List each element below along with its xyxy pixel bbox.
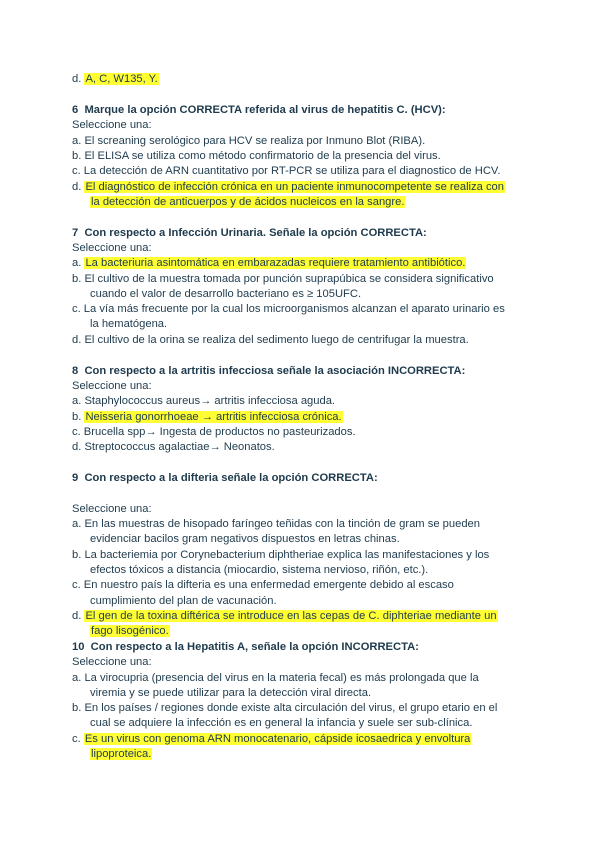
question-6-option-d-cont <box>90 195 405 209</box>
highlighted-answer: fago lisogénico. <box>91 625 169 637</box>
question-7-option-b-cont: cuando el valor de desarrollo bacteriano es ≥ 105UFC. <box>90 288 362 300</box>
option-letter: a. <box>72 257 82 269</box>
question-9-option-a: a. En las muestras de hisopado faríngeo teñidas con la tinción de gram se pueden <box>72 518 480 530</box>
question-10-prompt: Seleccione una: <box>72 656 152 668</box>
highlighted-answer: la detección de anticuerpos y de ácidos nucleicos en la sangre. <box>91 196 405 208</box>
option-letter: c. <box>72 733 81 745</box>
option-letter: b. <box>72 411 82 423</box>
question-9-option-b-cont: efectos tóxicos a distancia (miocardio, sistema nervioso, riñón, etc.). <box>90 564 429 576</box>
highlighted-answer: El gen de la toxina diftérica se introduce en las cepas de C. diphteriae mediante un <box>85 610 497 622</box>
question-8-prompt: Seleccione una: <box>72 380 152 392</box>
option-letter: d. <box>72 610 82 622</box>
question-10-title: 10 Con respecto a la Hepatitis A, señale la opción INCORRECTA: <box>72 641 419 653</box>
highlighted-answer: La bacteriuria asintomática en embarazadas requiere tratamiento antibiótico. <box>85 257 466 269</box>
question-8-option-b <box>72 410 343 424</box>
question-7-option-c: c. La vía más frecuente por la cual los microorganismos alcanzan el aparato urinario es <box>72 303 505 315</box>
prev-answer-d <box>72 72 159 86</box>
question-7-prompt: Seleccione una: <box>72 242 152 254</box>
question-8-option-d: d. Streptococcus agalactiae→ Neonatos. <box>72 441 275 453</box>
question-7-option-d: d. El cultivo de la orina se realiza del sedimento luego de centrifugar la muestra. <box>72 334 469 346</box>
question-10-option-a-cont: viremia y se puede utilizar para la detección viral directa. <box>90 687 372 699</box>
question-9-option-a-cont: evidenciar bacilos gram negativos dispuestos en letras chinas. <box>90 533 400 545</box>
question-9-option-c: c. En nuestro país la difteria es una enfermedad emergente debido al escaso <box>72 579 454 591</box>
question-7-option-a <box>72 256 466 270</box>
question-10-option-c-cont <box>90 747 152 761</box>
question-9-option-d <box>72 609 498 623</box>
question-6-option-b: b. El ELISA se utiliza como método confirmatorio de la presencia del virus. <box>72 150 441 162</box>
option-letter: d. <box>72 73 82 85</box>
question-6-option-d <box>72 180 505 194</box>
highlighted-answer: lipoproteica. <box>91 748 152 760</box>
highlighted-answer: A, C, W135, Y. <box>85 73 158 85</box>
question-9-option-c-cont: cumplimiento del plan de vacunación. <box>90 595 277 607</box>
question-9-prompt: Seleccione una: <box>72 503 152 515</box>
question-6-prompt: Seleccione una: <box>72 119 152 131</box>
question-6-option-c: c. La detección de ARN cuantitativo por RT-PCR se utiliza para el diagnostico de HCV. <box>72 165 501 177</box>
question-7-option-b: b. El cultivo de la muestra tomada por punción suprapúbica se considera significativo <box>72 273 494 285</box>
question-6-title: 6 Marque la opción CORRECTA referida al virus de hepatitis C. (HCV): <box>72 104 446 116</box>
question-10-option-c <box>72 732 471 746</box>
question-10-option-a: a. La virocupria (presencia del virus en la materia fecal) es más prolongada que la <box>72 672 479 684</box>
question-6-option-a: a. El screaning serológico para HCV se realiza por Inmuno Blot (RIBA). <box>72 135 426 147</box>
question-8-option-a: a. Staphylococcus aureus→ artritis infecciosa aguda. <box>72 395 336 407</box>
question-8-option-c: c. Brucella spp→ Ingesta de productos no pasteurizados. <box>72 426 356 438</box>
highlighted-answer: Neisseria gonorrhoeae → artritis infecciosa crónica. <box>85 411 342 423</box>
question-9-title: 9 Con respecto a la difteria señale la opción CORRECTA: <box>72 472 378 484</box>
question-10-option-b: b. En los países / regiones donde existe alta circulación del virus, el grupo etario en el <box>72 702 498 714</box>
question-8-title: 8 Con respecto a la artritis infecciosa señale la asociación INCORRECTA: <box>72 365 466 377</box>
option-letter: d. <box>72 181 82 193</box>
question-7-option-c-cont: la hematógena. <box>90 318 168 330</box>
question-10-option-b-cont: cual se adquiere la infección es en general la infancia y suele ser sub-clínica. <box>90 717 473 729</box>
question-9-option-d-cont <box>90 624 170 638</box>
highlighted-answer: Es un virus con genoma ARN monocatenario, cápside icosaedrica y envoltura <box>84 733 471 745</box>
question-9-option-b: b. La bacteriemia por Corynebacterium diphtheriae explica las manifestaciones y los <box>72 549 490 561</box>
question-7-title: 7 Con respecto a Infección Urinaria. Señale la opción CORRECTA: <box>72 227 427 239</box>
highlighted-answer: El diagnóstico de infección crónica en un paciente inmunocompetente se realiza con <box>85 181 505 193</box>
